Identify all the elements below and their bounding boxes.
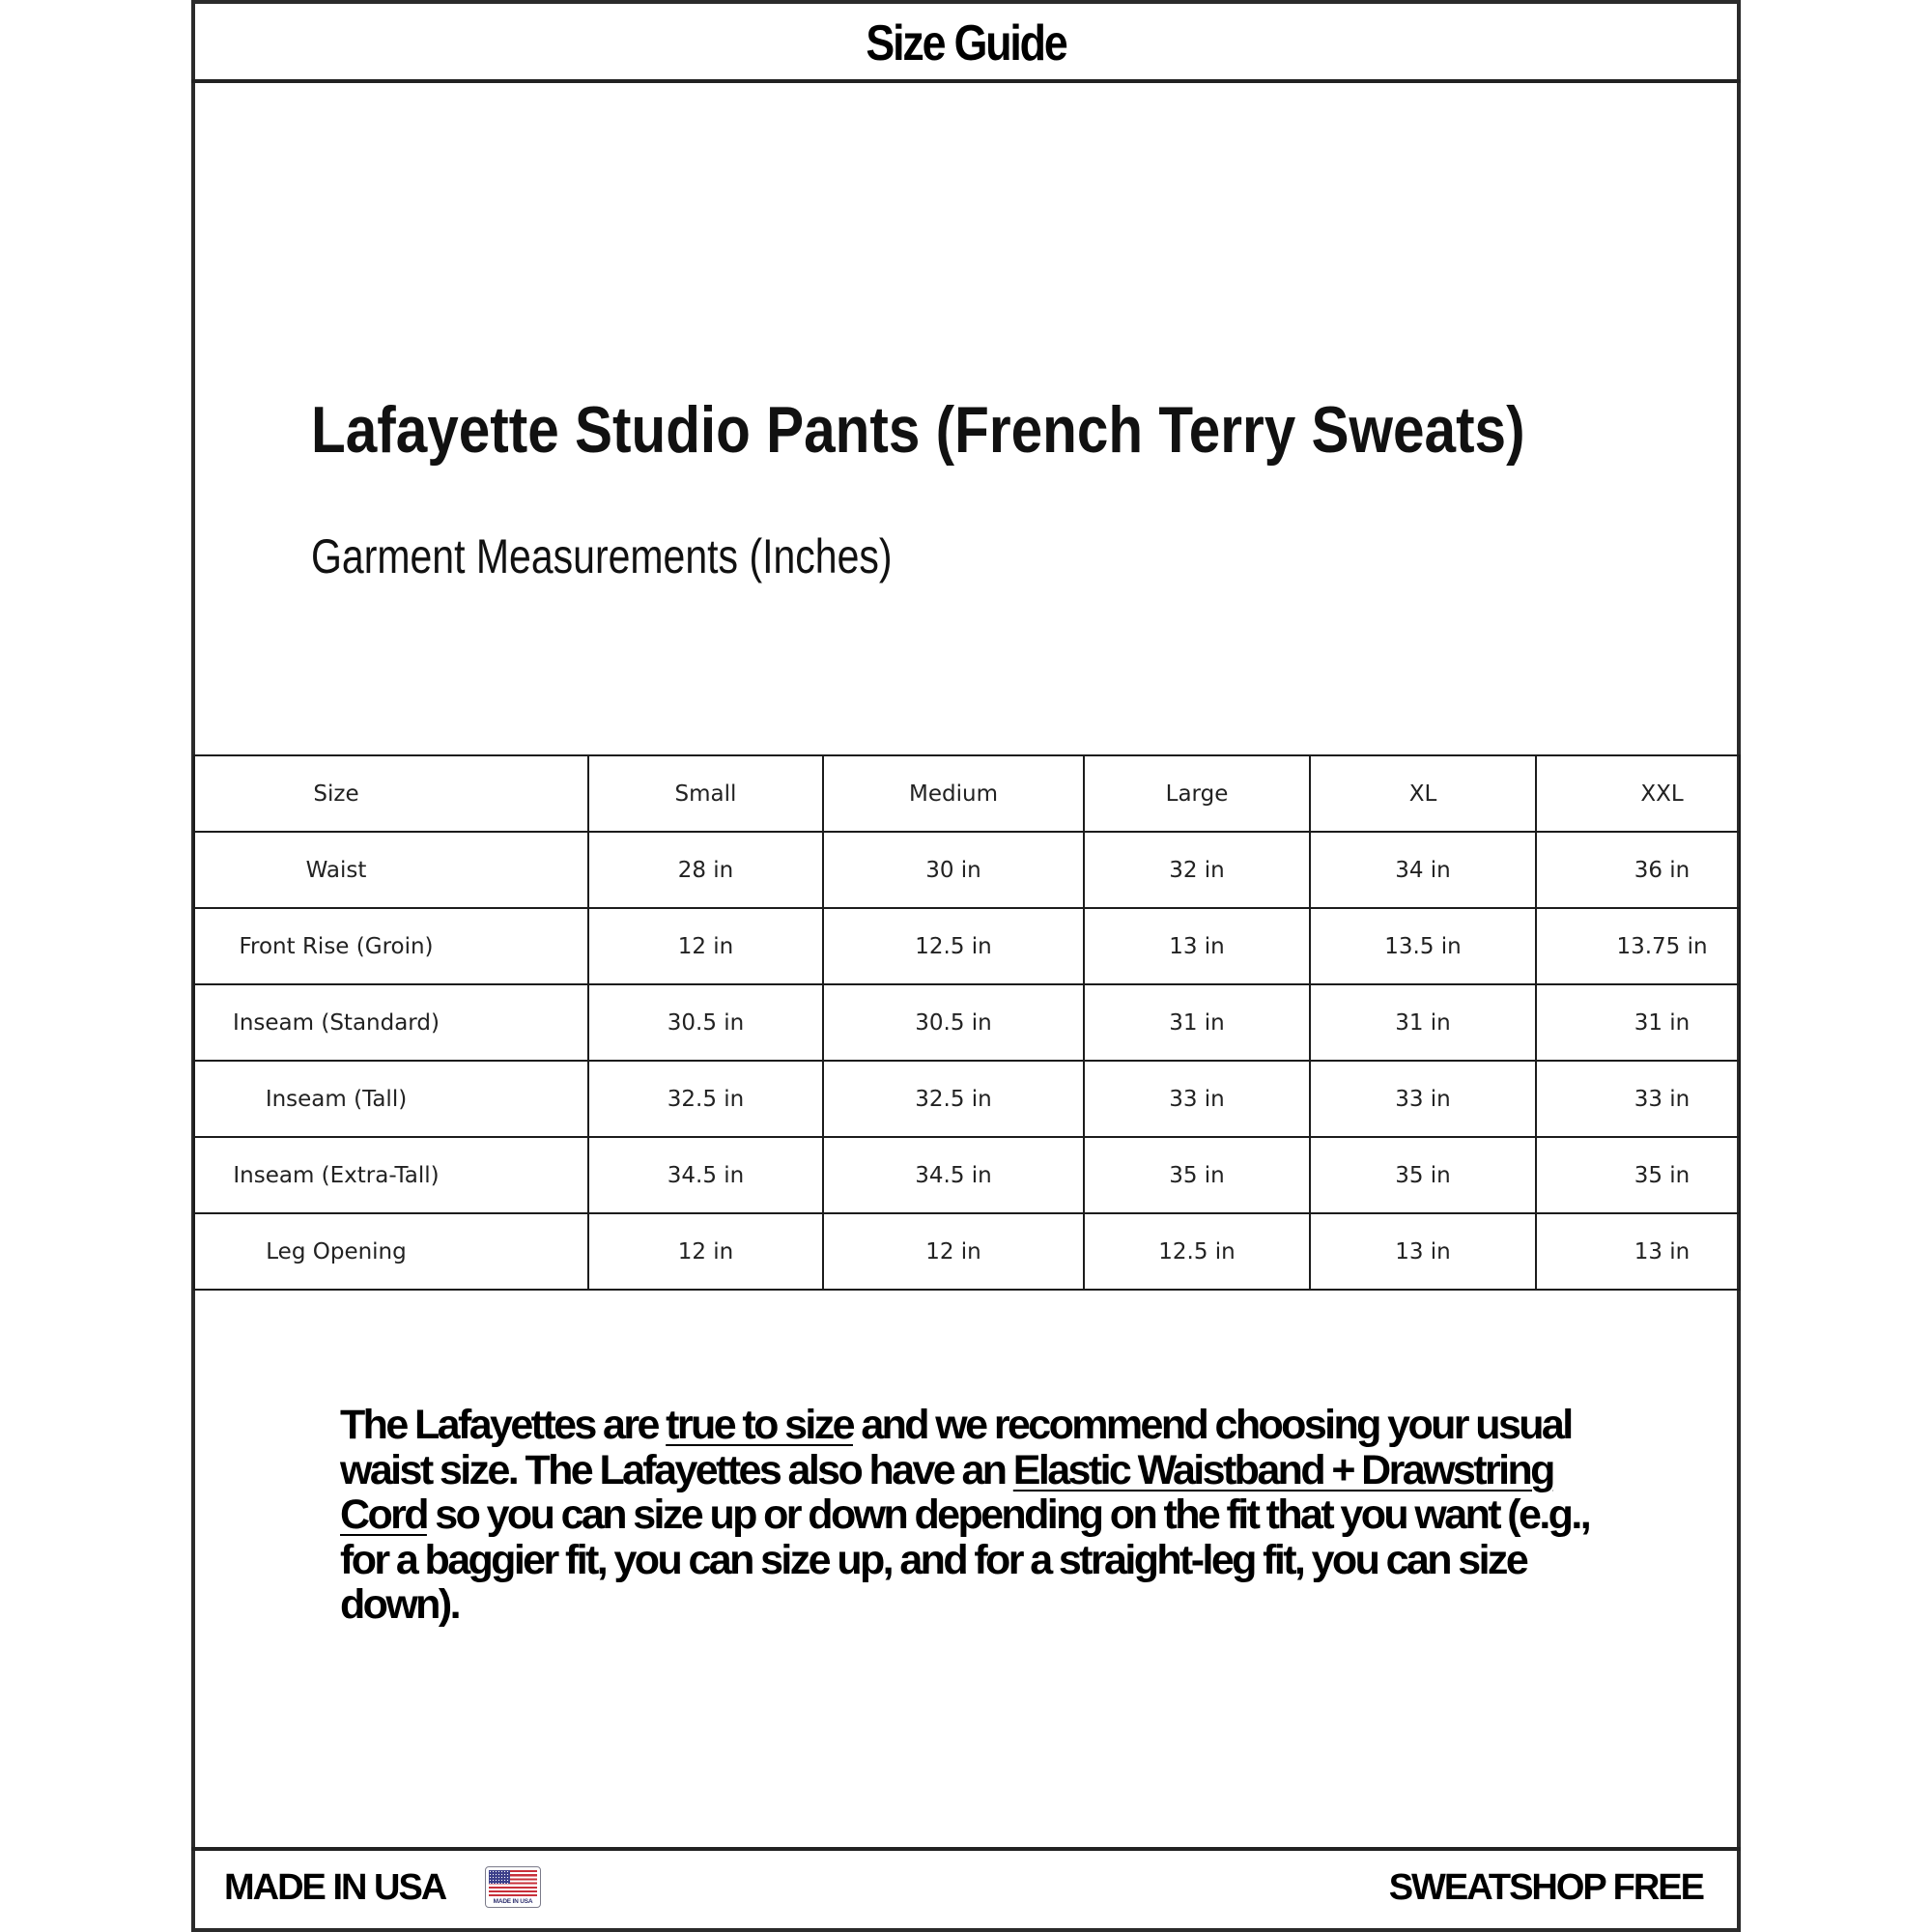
row-label-text: Inseam (Extra-Tall): [233, 1162, 440, 1188]
table-cell: 33 in: [1310, 1061, 1536, 1137]
column-header: Large: [1084, 755, 1310, 832]
fit-text: and we recommend choosing your usual waist size. The Lafayettes also have an: [340, 1402, 1572, 1493]
measurements-subtitle: Garment Measurements (Inches): [311, 529, 893, 583]
table-header-row: [194, 755, 1740, 832]
table-cell-text: 13 in: [1634, 1238, 1690, 1264]
table-cell: [1536, 908, 1740, 984]
table-cell: 13.5 in: [1310, 908, 1536, 984]
table-cell: 12 in: [588, 908, 823, 984]
row-label: [194, 832, 588, 908]
flag-canton: [489, 1870, 510, 1884]
row-label-text: Leg Opening: [266, 1238, 407, 1264]
row-label: [194, 908, 588, 984]
table-cell: 34.5 in: [588, 1137, 823, 1213]
table-row: [194, 1213, 1740, 1290]
column-header: Medium: [823, 755, 1084, 832]
table-cell: [1536, 832, 1740, 908]
made-in-usa-label: MADE IN USA: [224, 1867, 446, 1908]
elastic-waistband-link[interactable]: Elastic Waistband + Drawstring Cord: [340, 1446, 1553, 1538]
row-label-text: Inseam (Tall): [265, 1086, 408, 1112]
table-cell: 30.5 in: [823, 984, 1084, 1061]
row-label: [194, 1137, 588, 1213]
fit-text: The Lafayettes are: [340, 1402, 667, 1448]
row-label-text: Inseam (Standard): [233, 1009, 440, 1036]
table-cell: 32.5 in: [588, 1061, 823, 1137]
table-cell: 32.5 in: [823, 1061, 1084, 1137]
fit-text: so you can size up or down depending on the fit that you want (e.g., for a baggier fit, you can size up, and for a straight-leg fit, you can size down).: [340, 1492, 1590, 1628]
table-cell-text: 33 in: [1634, 1086, 1690, 1112]
table-cell: 13 in: [1084, 908, 1310, 984]
table-cell: 32 in: [1084, 832, 1310, 908]
true-to-size-link[interactable]: true to size: [666, 1402, 853, 1448]
table-cell: 12 in: [823, 1213, 1084, 1290]
table-cell: 12 in: [588, 1213, 823, 1290]
row-label-text: Waist: [305, 857, 367, 883]
table-cell: 35 in: [1084, 1137, 1310, 1213]
table-cell: 30.5 in: [588, 984, 823, 1061]
table-cell: 34.5 in: [823, 1137, 1084, 1213]
column-header: [1536, 755, 1740, 832]
table-row: [194, 1061, 1740, 1137]
fit-description: [340, 1403, 1615, 1628]
table-cell-text: 35 in: [1634, 1162, 1690, 1188]
table-cell: 31 in: [1310, 984, 1536, 1061]
page-title: Size Guide: [866, 15, 1066, 71]
table-cell: 30 in: [823, 832, 1084, 908]
column-header: Small: [588, 755, 823, 832]
sweatshop-free-label: SWEATSHOP FREE: [1388, 1867, 1703, 1908]
column-header-label: XXL: [1640, 781, 1684, 807]
column-header: XL: [1310, 755, 1536, 832]
us-flag-icon: [485, 1866, 541, 1908]
header-divider: [191, 79, 1741, 83]
table-cell: 33 in: [1084, 1061, 1310, 1137]
table-row: [194, 832, 1740, 908]
column-header: [194, 755, 588, 832]
table-cell: 13 in: [1310, 1213, 1536, 1290]
table-cell: 34 in: [1310, 832, 1536, 908]
table-cell: [1536, 1061, 1740, 1137]
product-title: Lafayette Studio Pants (French Terry Sweats): [311, 393, 1525, 467]
footer-divider: [191, 1847, 1741, 1851]
row-label-text: Front Rise (Groin): [239, 933, 434, 959]
table-cell: 31 in: [1084, 984, 1310, 1061]
table-cell-text: 13.75 in: [1616, 933, 1708, 959]
table-row: [194, 908, 1740, 984]
table-cell-text: 31 in: [1634, 1009, 1690, 1036]
badge-text: MADE IN USA: [493, 1898, 533, 1905]
row-label: [194, 1213, 588, 1290]
table-cell: 12.5 in: [823, 908, 1084, 984]
table-cell: [1536, 1213, 1740, 1290]
size-table: [193, 754, 1741, 1291]
row-label: [194, 1061, 588, 1137]
table-cell: 12.5 in: [1084, 1213, 1310, 1290]
table-cell-text: 36 in: [1634, 857, 1690, 883]
row-label: [194, 984, 588, 1061]
table-cell: 35 in: [1310, 1137, 1536, 1213]
flag-stripes: [489, 1870, 537, 1896]
table-cell: [1536, 1137, 1740, 1213]
table-cell: [1536, 984, 1740, 1061]
table-row: [194, 1137, 1740, 1213]
column-header-label: Size: [313, 781, 359, 807]
table-cell: 28 in: [588, 832, 823, 908]
table-row: [194, 984, 1740, 1061]
